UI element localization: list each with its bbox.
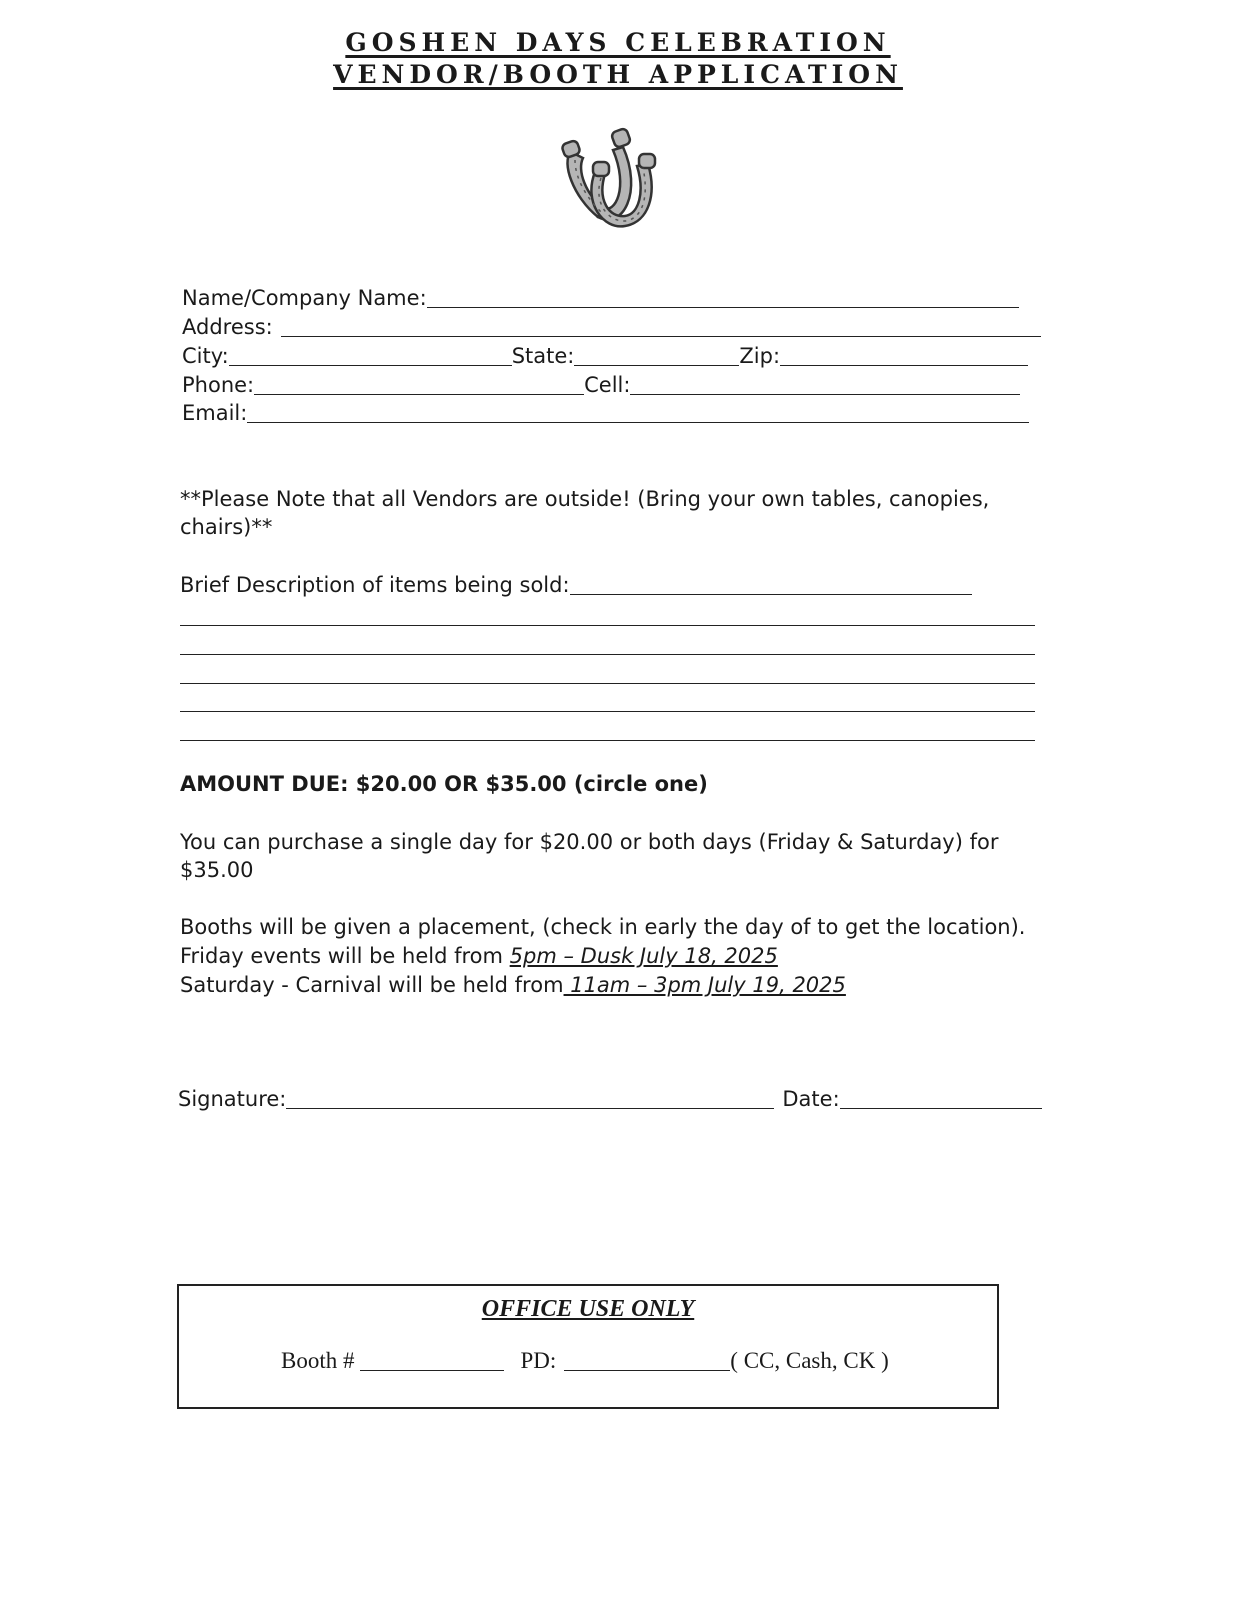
- date-input[interactable]: [840, 1086, 1042, 1109]
- payment-options: ( CC, Cash, CK ): [730, 1348, 889, 1373]
- booth-number-label: Booth #: [281, 1348, 355, 1373]
- description-input-line-3[interactable]: [180, 683, 1035, 684]
- saturday-time: 11am – 3pm July 19, 2025: [563, 973, 846, 997]
- address-field-row: [182, 313, 1041, 341]
- state-label: State:: [511, 344, 575, 368]
- description-input-line-0[interactable]: [570, 572, 972, 595]
- office-use-row: [281, 1348, 889, 1374]
- pd-label: PD:: [520, 1348, 557, 1373]
- address-input[interactable]: [281, 314, 1041, 337]
- amount-explanation: You can purchase a single day for $20.00 or both days (Friday & Saturday) for $35.00: [180, 830, 999, 882]
- title-line-1: GOSHEN DAYS CELEBRATION: [345, 28, 891, 57]
- cell-input[interactable]: [630, 372, 1020, 395]
- description-input-line-5[interactable]: [180, 740, 1035, 741]
- city-input[interactable]: [229, 343, 512, 366]
- friday-time: 5pm – Dusk July 18, 2025: [509, 944, 778, 968]
- zip-label: Zip:: [739, 344, 781, 368]
- email-label: Email:: [182, 401, 248, 425]
- pd-input[interactable]: [564, 1348, 730, 1371]
- phone-input[interactable]: [254, 372, 584, 395]
- title-line-2: VENDOR/BOOTH APPLICATION: [333, 60, 903, 89]
- placement-note: Booths will be given a placement, (check in early the day of to get the location).: [180, 915, 1026, 939]
- horseshoes-icon: [553, 122, 673, 237]
- city-state-zip-row: [182, 342, 1028, 370]
- email-input[interactable]: [247, 400, 1029, 423]
- vendors-outside-note: **Please Note that all Vendors are outside! (Bring your own tables, canopies, chairs)**: [180, 487, 990, 539]
- description-input-line-2[interactable]: [180, 654, 1035, 655]
- description-input-line-4[interactable]: [180, 711, 1035, 712]
- signature-row: [178, 1085, 1042, 1113]
- name-field-row: [182, 284, 1019, 312]
- name-input[interactable]: [427, 285, 1019, 308]
- office-use-title: OFFICE USE ONLY: [481, 1296, 695, 1322]
- signature-label: Signature:: [178, 1087, 287, 1111]
- office-use-box: [177, 1284, 999, 1409]
- date-label: Date:: [782, 1087, 840, 1111]
- phone-label: Phone:: [182, 373, 255, 397]
- state-input[interactable]: [574, 343, 739, 366]
- saturday-schedule: [180, 971, 1040, 999]
- email-field-row: [182, 399, 1029, 427]
- saturday-prefix: Saturday - Carnival will be held from: [180, 973, 564, 997]
- address-label: Address:: [182, 315, 273, 339]
- city-label: City:: [182, 344, 229, 368]
- description-row: [180, 571, 972, 599]
- phone-cell-row: [182, 371, 1020, 399]
- friday-schedule: [180, 942, 1040, 970]
- description-label: Brief Description of items being sold:: [180, 573, 570, 597]
- booth-number-input[interactable]: [360, 1348, 504, 1371]
- name-label: Name/Company Name:: [182, 286, 427, 310]
- description-input-line-1[interactable]: [180, 625, 1035, 626]
- signature-input[interactable]: [286, 1086, 774, 1109]
- friday-prefix: Friday events will be held from: [180, 944, 510, 968]
- zip-input[interactable]: [780, 343, 1028, 366]
- amount-due-heading: AMOUNT DUE: $20.00 OR $35.00 (circle one): [180, 772, 708, 796]
- cell-label: Cell:: [584, 373, 631, 397]
